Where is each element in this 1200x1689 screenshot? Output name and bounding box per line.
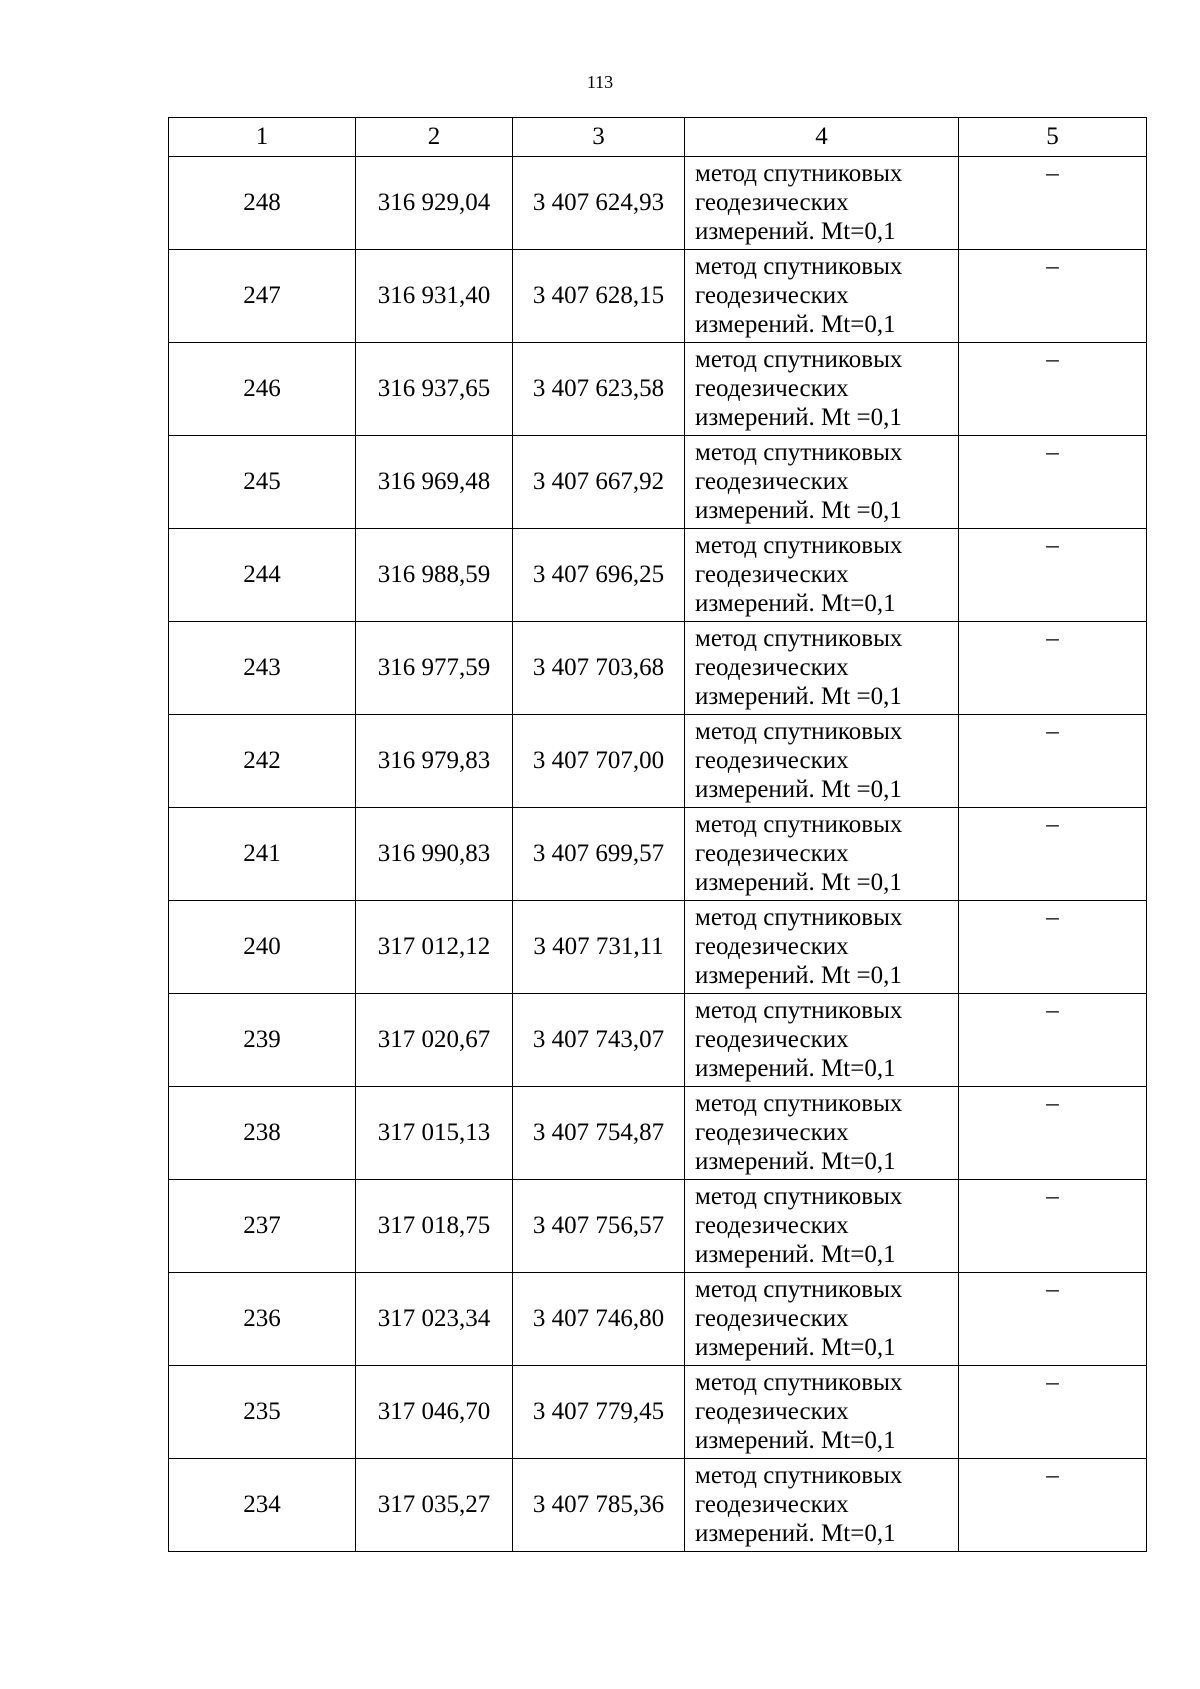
method-line: геодезических (695, 468, 849, 495)
header-row (169, 118, 1147, 157)
method-line: измерений. Mt=0,1 (695, 218, 896, 245)
table-row (169, 343, 1147, 436)
table-row (169, 994, 1147, 1087)
coordinate-y-cell: 3 407 743,07 (513, 994, 685, 1087)
note-cell: – (959, 529, 1147, 622)
method-cell (685, 1180, 959, 1273)
point-number-cell: 241 (169, 808, 356, 901)
method-cell (685, 250, 959, 343)
coordinate-y-cell: 3 407 699,57 (513, 808, 685, 901)
coordinate-y-cell: 3 407 785,36 (513, 1459, 685, 1552)
method-line: метод спутниковых (695, 1369, 903, 1396)
method-line: измерений. Mt=0,1 (695, 311, 896, 338)
note-cell: – (959, 343, 1147, 436)
point-number-cell: 236 (169, 1273, 356, 1366)
method-line: метод спутниковых (695, 160, 903, 187)
method-line: измерений. Mt=0,1 (695, 1520, 896, 1547)
method-cell (685, 901, 959, 994)
method-cell (685, 808, 959, 901)
table-row (169, 1087, 1147, 1180)
table-row (169, 157, 1147, 250)
method-line: метод спутниковых (695, 625, 903, 652)
coordinate-x-cell: 316 990,83 (356, 808, 513, 901)
coordinate-x-cell: 316 988,59 (356, 529, 513, 622)
method-line: измерений. Mt=0,1 (695, 1241, 896, 1268)
note-cell: – (959, 1273, 1147, 1366)
coordinate-y-cell: 3 407 667,92 (513, 436, 685, 529)
coordinate-x-cell: 316 931,40 (356, 250, 513, 343)
method-cell (685, 1459, 959, 1552)
method-line: геодезических (695, 375, 849, 402)
method-line: геодезических (695, 840, 849, 867)
method-line: геодезических (695, 1212, 849, 1239)
method-line: метод спутниковых (695, 532, 903, 559)
point-number-cell: 242 (169, 715, 356, 808)
table-header (169, 118, 1147, 157)
method-cell (685, 1273, 959, 1366)
note-cell: – (959, 250, 1147, 343)
point-number-cell: 248 (169, 157, 356, 250)
method-line: измерений. Mt =0,1 (695, 683, 902, 710)
method-line: метод спутниковых (695, 253, 903, 280)
method-line: геодезических (695, 1305, 849, 1332)
method-line: метод спутниковых (695, 439, 903, 466)
coordinate-y-cell: 3 407 779,45 (513, 1366, 685, 1459)
note-cell: – (959, 157, 1147, 250)
method-cell (685, 994, 959, 1087)
table-row (169, 808, 1147, 901)
point-number-cell: 246 (169, 343, 356, 436)
method-line: геодезических (695, 1491, 849, 1518)
point-number-cell: 244 (169, 529, 356, 622)
point-number-cell: 245 (169, 436, 356, 529)
note-cell: – (959, 901, 1147, 994)
coordinate-y-cell: 3 407 746,80 (513, 1273, 685, 1366)
method-line: измерений. Mt =0,1 (695, 962, 902, 989)
method-line: измерений. Mt =0,1 (695, 497, 902, 524)
coordinate-x-cell: 317 020,67 (356, 994, 513, 1087)
method-line: метод спутниковых (695, 1276, 903, 1303)
method-cell (685, 529, 959, 622)
method-line: геодезических (695, 1119, 849, 1146)
header-col-2: 2 (356, 118, 513, 157)
table-row (169, 1459, 1147, 1552)
coordinate-x-cell: 317 012,12 (356, 901, 513, 994)
coordinate-x-cell: 316 979,83 (356, 715, 513, 808)
table-body (169, 157, 1147, 1552)
coordinate-x-cell: 316 929,04 (356, 157, 513, 250)
coordinate-x-cell: 317 035,27 (356, 1459, 513, 1552)
method-line: метод спутниковых (695, 1183, 903, 1210)
coordinate-y-cell: 3 407 696,25 (513, 529, 685, 622)
method-line: метод спутниковых (695, 811, 903, 838)
point-number-cell: 237 (169, 1180, 356, 1273)
method-line: метод спутниковых (695, 997, 903, 1024)
note-cell: – (959, 808, 1147, 901)
method-line: метод спутниковых (695, 1090, 903, 1117)
method-line: геодезических (695, 189, 849, 216)
method-line: измерений. Mt=0,1 (695, 1055, 896, 1082)
note-cell: – (959, 994, 1147, 1087)
method-cell (685, 157, 959, 250)
table-row (169, 1366, 1147, 1459)
method-line: измерений. Mt =0,1 (695, 404, 902, 431)
header-col-1: 1 (169, 118, 356, 157)
method-line: метод спутниковых (695, 718, 903, 745)
table-row (169, 622, 1147, 715)
coordinate-x-cell: 317 046,70 (356, 1366, 513, 1459)
coordinate-x-cell: 317 023,34 (356, 1273, 513, 1366)
method-cell (685, 1087, 959, 1180)
method-line: геодезических (695, 747, 849, 774)
note-cell: – (959, 1459, 1147, 1552)
coordinate-y-cell: 3 407 703,68 (513, 622, 685, 715)
coordinate-x-cell: 316 977,59 (356, 622, 513, 715)
coordinate-y-cell: 3 407 628,15 (513, 250, 685, 343)
method-line: измерений. Mt=0,1 (695, 1334, 896, 1361)
method-line: метод спутниковых (695, 1462, 903, 1489)
method-line: геодезических (695, 1398, 849, 1425)
method-line: метод спутниковых (695, 904, 903, 931)
method-line: измерений. Mt=0,1 (695, 1427, 896, 1454)
header-col-5: 5 (959, 118, 1147, 157)
note-cell: – (959, 1087, 1147, 1180)
coordinate-y-cell: 3 407 756,57 (513, 1180, 685, 1273)
point-number-cell: 240 (169, 901, 356, 994)
note-cell: – (959, 436, 1147, 529)
table-row (169, 1180, 1147, 1273)
header-col-3: 3 (513, 118, 685, 157)
method-line: измерений. Mt =0,1 (695, 869, 902, 896)
method-cell (685, 1366, 959, 1459)
method-line: измерений. Mt =0,1 (695, 776, 902, 803)
method-line: геодезических (695, 654, 849, 681)
note-cell: – (959, 715, 1147, 808)
table-row (169, 250, 1147, 343)
coordinate-x-cell: 316 969,48 (356, 436, 513, 529)
point-number-cell: 239 (169, 994, 356, 1087)
method-line: измерений. Mt=0,1 (695, 590, 896, 617)
coordinate-x-cell: 317 015,13 (356, 1087, 513, 1180)
table-row (169, 1273, 1147, 1366)
method-cell (685, 436, 959, 529)
coordinate-x-cell: 316 937,65 (356, 343, 513, 436)
note-cell: – (959, 1180, 1147, 1273)
point-number-cell: 243 (169, 622, 356, 715)
note-cell: – (959, 1366, 1147, 1459)
method-line: геодезических (695, 1026, 849, 1053)
point-number-cell: 234 (169, 1459, 356, 1552)
table-row (169, 529, 1147, 622)
point-number-cell: 247 (169, 250, 356, 343)
header-col-4: 4 (685, 118, 959, 157)
point-number-cell: 238 (169, 1087, 356, 1180)
method-cell (685, 715, 959, 808)
coordinate-y-cell: 3 407 754,87 (513, 1087, 685, 1180)
method-cell (685, 343, 959, 436)
page-number: 113 (586, 72, 614, 92)
method-line: метод спутниковых (695, 346, 903, 373)
coordinate-y-cell: 3 407 623,58 (513, 343, 685, 436)
method-line: геодезических (695, 282, 849, 309)
note-cell: – (959, 622, 1147, 715)
coordinate-y-cell: 3 407 624,93 (513, 157, 685, 250)
coordinates-table (168, 117, 1147, 1552)
method-line: геодезических (695, 933, 849, 960)
method-cell (685, 622, 959, 715)
coordinate-x-cell: 317 018,75 (356, 1180, 513, 1273)
coordinate-y-cell: 3 407 707,00 (513, 715, 685, 808)
method-line: измерений. Mt=0,1 (695, 1148, 896, 1175)
point-number-cell: 235 (169, 1366, 356, 1459)
table-row (169, 715, 1147, 808)
table-row (169, 901, 1147, 994)
method-line: геодезических (695, 561, 849, 588)
table-row (169, 436, 1147, 529)
coordinate-y-cell: 3 407 731,11 (513, 901, 685, 994)
